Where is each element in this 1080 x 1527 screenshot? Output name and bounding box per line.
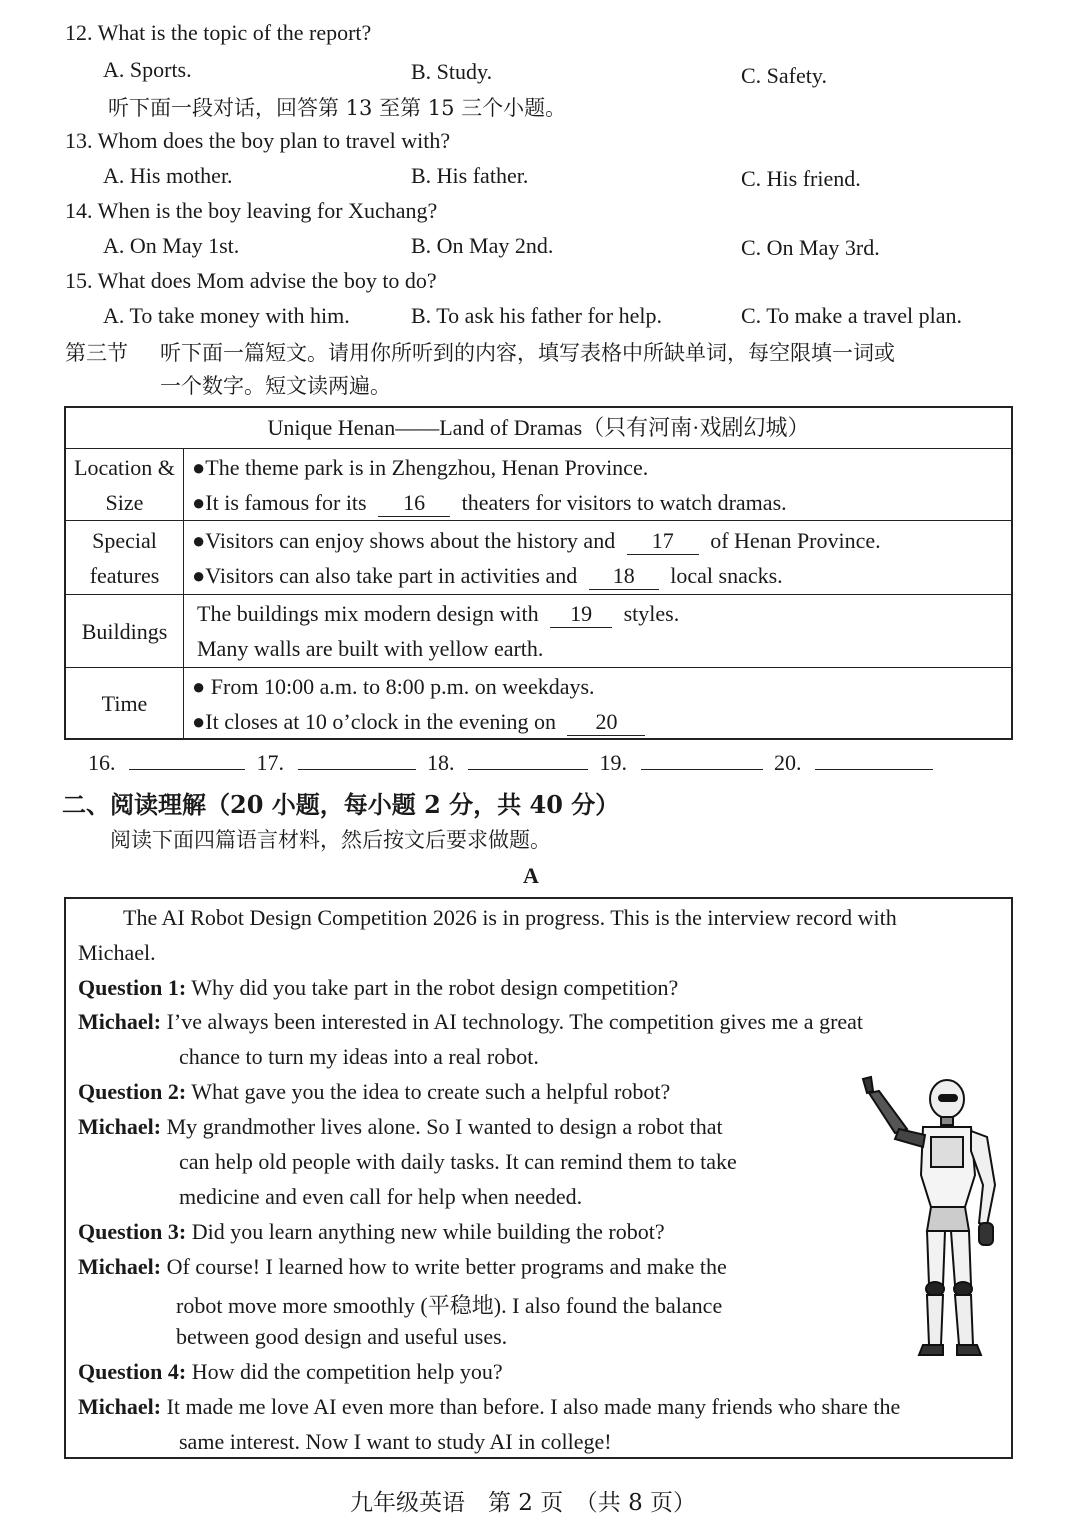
answer-3-line1: Of course! I learned how to write better programs and make the xyxy=(166,1254,727,1279)
q14-option-c[interactable]: C. On May 3rd. xyxy=(741,235,880,260)
q15-option-c[interactable]: C. To make a travel plan. xyxy=(741,303,963,328)
table-row-buildings xyxy=(66,594,1011,667)
question-4-label: Question 4: xyxy=(78,1359,187,1384)
answer-2-line1: My grandmother lives alone. So I wanted to design a robot that xyxy=(166,1114,723,1139)
answer-blank-19[interactable] xyxy=(641,769,763,770)
answer-1-label: Michael: xyxy=(78,1009,162,1034)
question-4 xyxy=(78,1359,503,1385)
answer-2-label: Michael: xyxy=(78,1114,162,1139)
answer-blank-18[interactable] xyxy=(468,769,588,770)
answer-4-line2: same interest. Now I want to study AI in college! xyxy=(179,1429,612,1454)
answer-2-line3: medicine and even call for help when needed. xyxy=(179,1184,583,1209)
answer-3-line2: robot move more smoothly (平稳地). I also found the balance xyxy=(176,1293,723,1318)
answer-blank-20[interactable] xyxy=(815,769,933,770)
blank-20[interactable]: 20 xyxy=(567,709,645,736)
question-15-stem: 15. What does Mom advise the boy to do? xyxy=(65,268,437,293)
row-text: ●It is famous for its xyxy=(192,490,367,515)
row-text: ●Visitors can also take part in activities and xyxy=(192,563,578,588)
q12-option-c[interactable]: C. Safety. xyxy=(741,63,827,88)
row-label-line2: Size xyxy=(105,489,144,515)
question-12-stem: 12. What is the topic of the report? xyxy=(65,20,372,45)
q12-option-b[interactable]: B. Study. xyxy=(411,59,493,84)
q13-option-b[interactable]: B. His father. xyxy=(411,163,529,188)
row-text: ●It closes at 10 o’clock in the evening on xyxy=(192,709,556,734)
question-3 xyxy=(78,1219,665,1245)
question-2-label: Question 2: xyxy=(78,1079,187,1104)
answer-4 xyxy=(78,1394,900,1420)
robot-illustration xyxy=(855,1075,1005,1360)
question-3-text: Did you learn anything new while building the robot? xyxy=(191,1219,665,1244)
answer-number-18: 18. xyxy=(427,750,455,775)
question-3-label: Question 3: xyxy=(78,1219,187,1244)
answer-2 xyxy=(78,1114,723,1140)
answer-line xyxy=(88,750,933,776)
instruction-13-15: 听下面一段对话，回答第 13 至第 15 三个小题。 xyxy=(108,96,567,120)
question-1 xyxy=(78,975,678,1001)
intro-line1: The AI Robot Design Competition 2026 is in progress. This is the interview record with xyxy=(123,905,897,930)
section-3-instruction-line2: 一个数字。短文读两遍。 xyxy=(160,374,391,398)
page-footer: 九年级英语 第 2 页 （共 8 页） xyxy=(350,1490,697,1516)
row-label-line2: features xyxy=(89,562,160,588)
row-text: styles. xyxy=(623,601,680,626)
question-2-text: What gave you the idea to create such a helpful robot? xyxy=(191,1079,671,1104)
blank-19[interactable]: 19 xyxy=(550,601,612,628)
table-title: Unique Henan——Land of Dramas（只有河南·戏剧幻城） xyxy=(267,415,810,440)
answer-1-line2: chance to turn my ideas into a real robot. xyxy=(179,1044,539,1069)
blank-17[interactable]: 17 xyxy=(627,528,699,555)
row-label-line1: Special xyxy=(92,527,157,553)
question-1-label: Question 1: xyxy=(78,975,187,1000)
row-text: theaters for visitors to watch dramas. xyxy=(461,490,787,515)
answer-blank-17[interactable] xyxy=(298,769,416,770)
table-row-location xyxy=(66,448,1011,520)
row-label xyxy=(66,521,184,594)
row-label-line1: Time xyxy=(101,690,148,716)
answer-number-17: 17. xyxy=(256,750,284,775)
row-label-line1: Location & xyxy=(74,454,175,480)
row-text: Many walls are built with yellow earth. xyxy=(197,636,544,661)
answer-number-16: 16. xyxy=(88,750,116,775)
table-row-time xyxy=(66,667,1011,738)
answer-1 xyxy=(78,1009,863,1035)
row-text: local snacks. xyxy=(670,563,783,588)
question-1-text: Why did you take part in the robot design competition? xyxy=(191,975,679,1000)
answer-2-line2: can help old people with daily tasks. It can remind them to take xyxy=(179,1149,737,1174)
answer-3 xyxy=(78,1254,727,1280)
question-14-stem: 14. When is the boy leaving for Xuchang? xyxy=(65,198,438,223)
q14-option-a[interactable]: A. On May 1st. xyxy=(103,233,240,258)
row-label xyxy=(66,668,184,738)
row-label xyxy=(66,449,184,520)
answer-number-19: 19. xyxy=(599,750,627,775)
passage-label: A xyxy=(523,863,539,888)
row-text: ●Visitors can enjoy shows about the history and xyxy=(192,528,616,553)
q12-option-a[interactable]: A. Sports. xyxy=(103,57,192,82)
question-13-stem: 13. Whom does the boy plan to travel with? xyxy=(65,128,451,153)
row-text: ●The theme park is in Zhengzhou, Henan Province. xyxy=(192,455,649,480)
q14-option-b[interactable]: B. On May 2nd. xyxy=(411,233,554,258)
q13-option-c[interactable]: C. His friend. xyxy=(741,166,861,191)
answer-1-line1: I’ve always been interested in AI technology. The competition gives me a great xyxy=(166,1009,864,1034)
answer-number-20: 20. xyxy=(774,750,802,775)
row-label xyxy=(66,595,184,667)
row-text: of Henan Province. xyxy=(710,528,881,553)
row-label-line1: Buildings xyxy=(81,618,168,644)
q15-option-a[interactable]: A. To take money with him. xyxy=(103,303,350,328)
blank-18[interactable]: 18 xyxy=(589,563,659,590)
blank-16[interactable]: 16 xyxy=(378,490,450,517)
reading-heading: 二、阅读理解（20 小题，每小题 2 分，共 40 分） xyxy=(62,790,620,819)
row-text: ● From 10:00 a.m. to 8:00 p.m. on weekdays. xyxy=(192,674,595,699)
answer-3-line3: between good design and useful uses. xyxy=(176,1324,508,1349)
section-3-label: 第三节 xyxy=(65,341,128,365)
reading-instruction: 阅读下面四篇语言材料，然后按文后要求做题。 xyxy=(110,828,551,852)
q15-option-b[interactable]: B. To ask his father for help. xyxy=(411,303,663,328)
table-row-features xyxy=(66,520,1011,594)
question-4-text: How did the competition help you? xyxy=(191,1359,503,1384)
fill-in-table xyxy=(64,406,1013,740)
section-3-instruction-line1: 听下面一篇短文。请用你所听到的内容，填写表格中所缺单词，每空限填一词或 xyxy=(160,341,895,365)
intro-line2: Michael. xyxy=(78,940,156,965)
row-text: The buildings mix modern design with xyxy=(197,601,539,626)
answer-blank-16[interactable] xyxy=(129,769,245,770)
answer-4-line1: It made me love AI even more than before. I also made many friends who share the xyxy=(166,1394,901,1419)
answer-4-label: Michael: xyxy=(78,1394,162,1419)
q13-option-a[interactable]: A. His mother. xyxy=(103,163,233,188)
question-2 xyxy=(78,1079,670,1105)
answer-3-label: Michael: xyxy=(78,1254,162,1279)
